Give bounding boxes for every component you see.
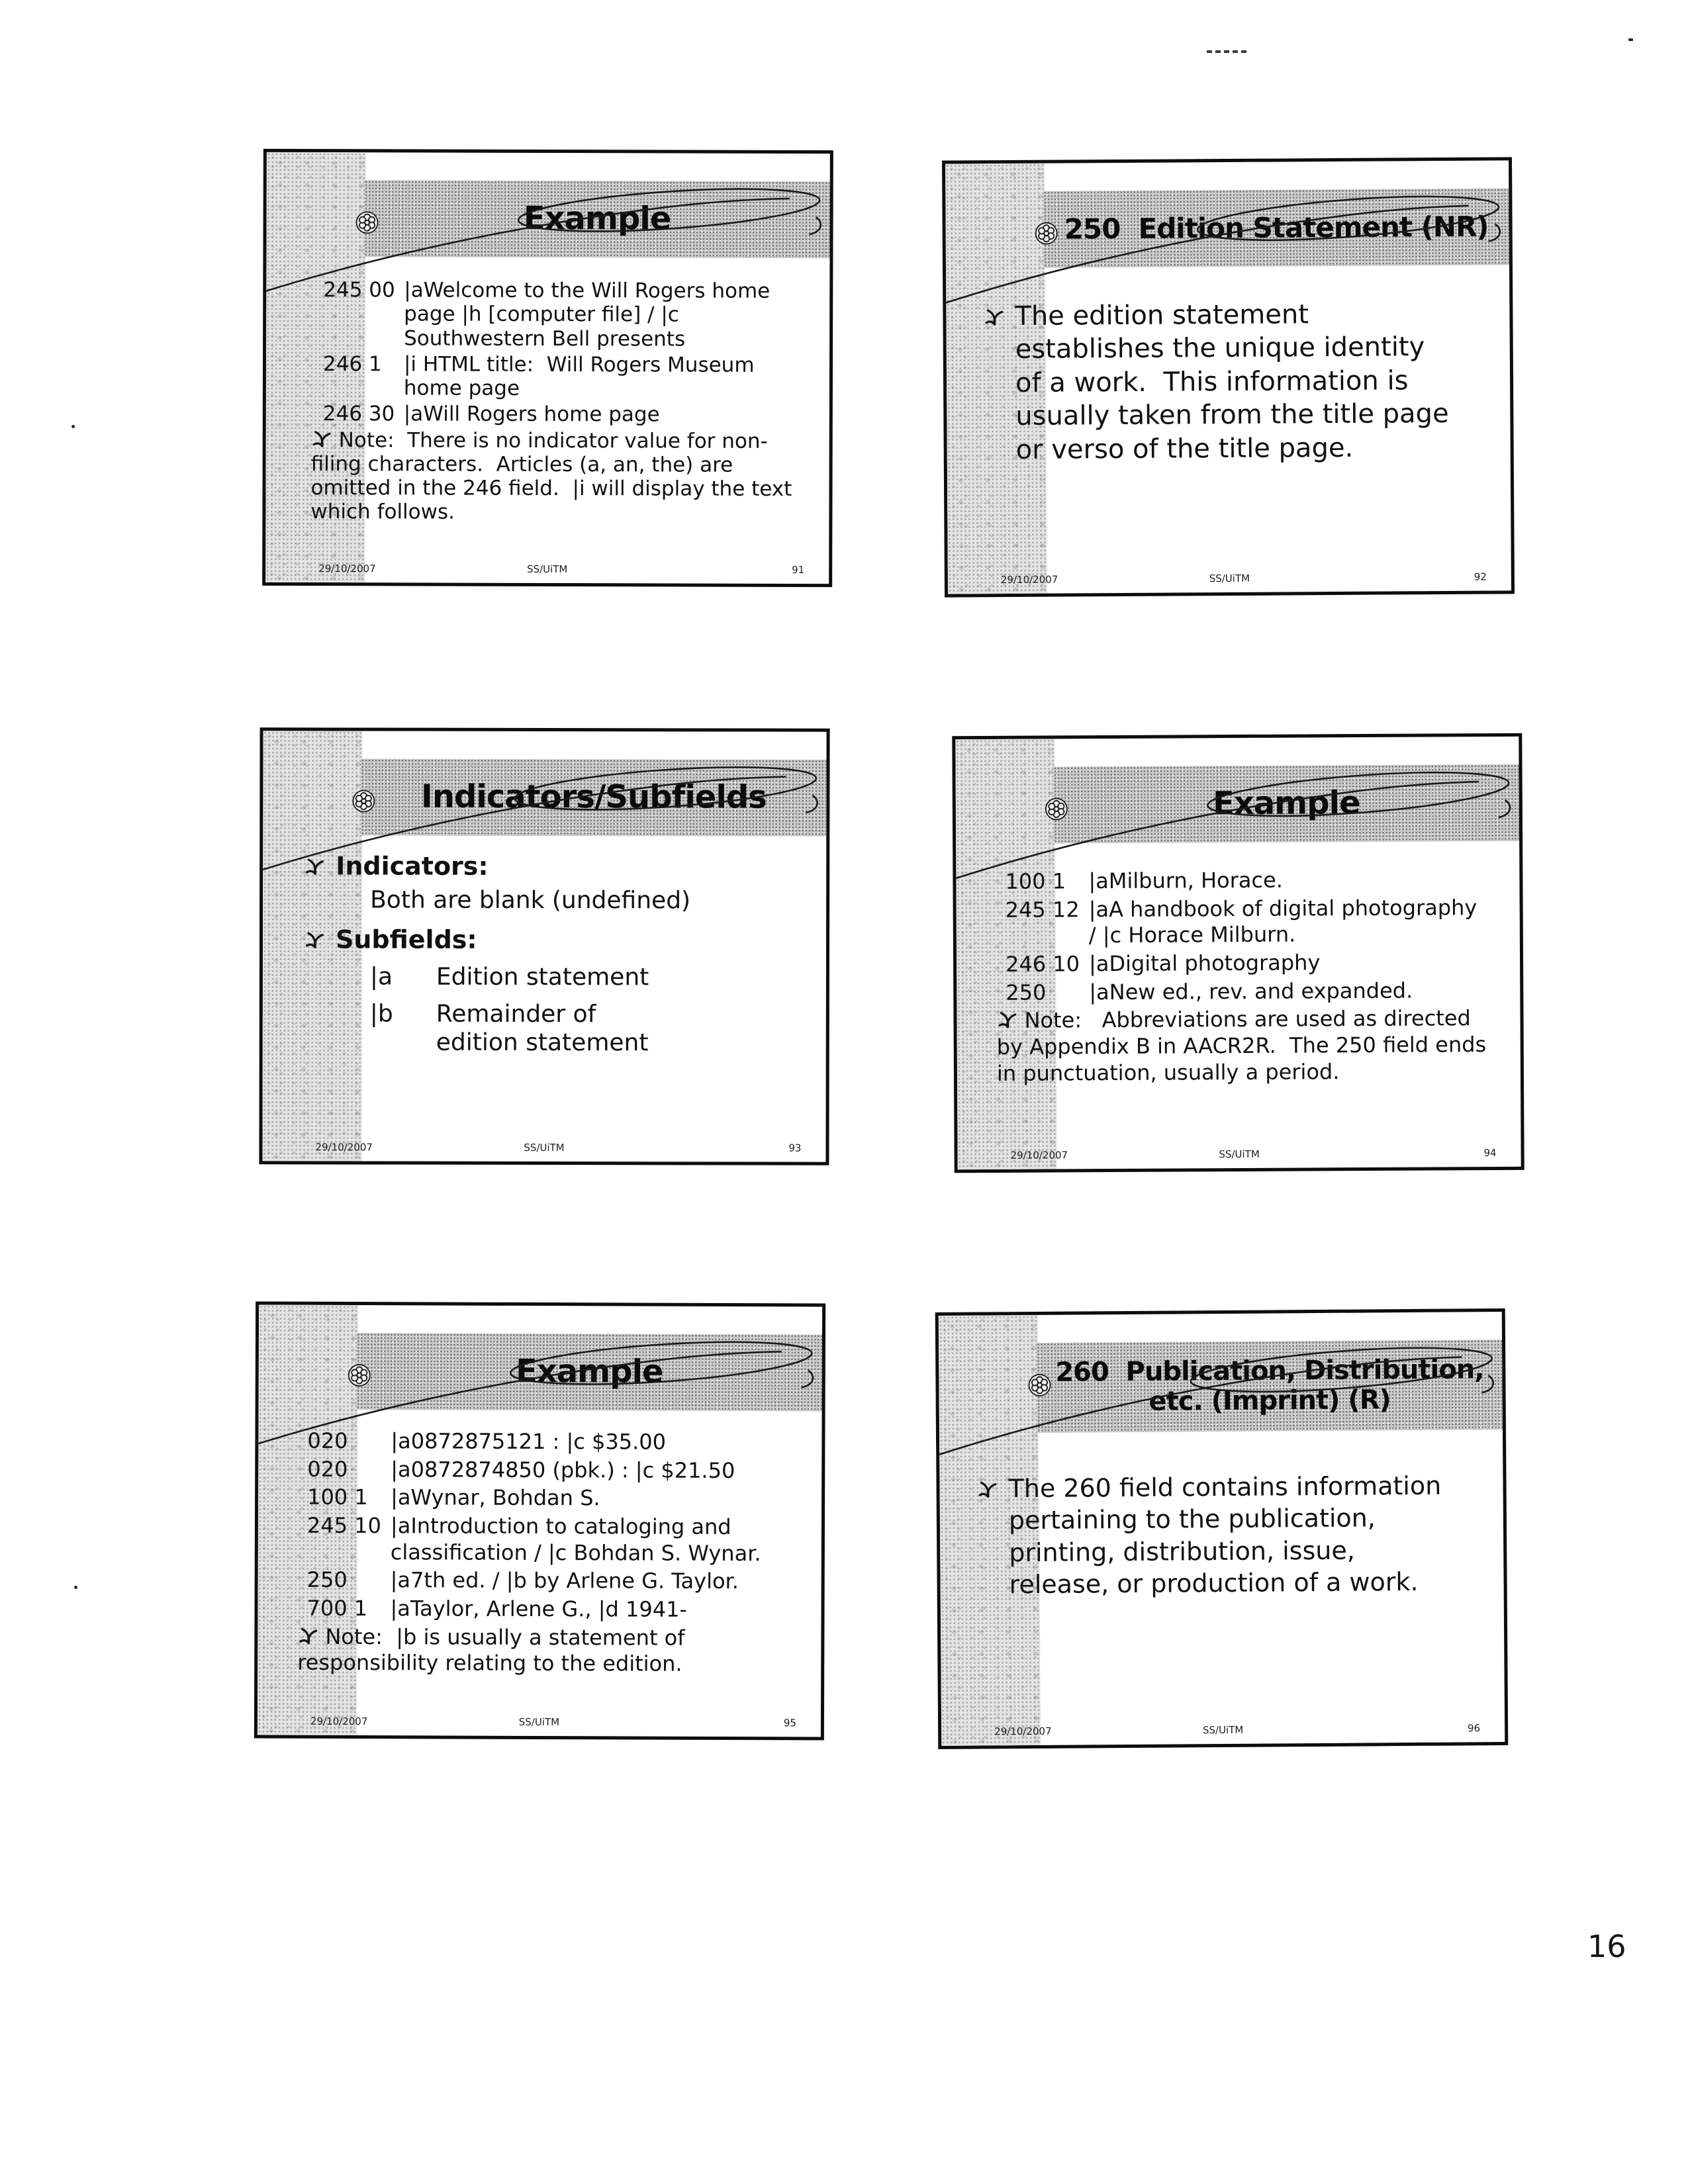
marc-row bbox=[298, 1456, 790, 1484]
marc-row bbox=[996, 978, 1489, 1007]
marc-tag: 246 1 bbox=[322, 351, 382, 377]
marc-tag: 100 1 bbox=[1005, 868, 1066, 894]
marc-value: |aDigital photography bbox=[1088, 950, 1321, 977]
slide-page-number: 94 bbox=[1483, 1146, 1497, 1160]
bullet-text: The 260 field contains information pertaining to the publication, printing, distribution, issue, release, or production of a work. bbox=[1008, 1471, 1450, 1599]
slide-title-banner bbox=[357, 1333, 822, 1411]
subfield-label: Edition statement bbox=[436, 964, 649, 991]
slide-page-number: 91 bbox=[792, 563, 805, 576]
slide-body bbox=[983, 297, 1458, 472]
slide-title: 260 Publication, Distribution, etc. (Imprint) (R) bbox=[1055, 1354, 1493, 1417]
marc-value: |aA handbook of digital photography / |c Horace Milburn. bbox=[1088, 894, 1484, 948]
marc-value: |aWill Rogers home page bbox=[403, 402, 660, 427]
heading-text: Subfields: bbox=[335, 925, 477, 954]
slide-title: Example bbox=[523, 200, 671, 238]
scan-speck bbox=[71, 425, 75, 428]
marc-value: |a0872874850 (pbk.) : |c $21.50 bbox=[391, 1456, 735, 1483]
section-heading bbox=[304, 925, 793, 956]
marc-row bbox=[311, 352, 800, 401]
marc-tag: 245 10 bbox=[306, 1512, 382, 1539]
marc-row bbox=[298, 1513, 790, 1567]
marc-row bbox=[297, 1596, 789, 1623]
slide-footer bbox=[258, 1713, 821, 1729]
marc-row bbox=[996, 866, 1489, 895]
subfield-label: Remainder of edition statement bbox=[436, 1000, 649, 1057]
vine-bullet-icon bbox=[996, 1011, 1019, 1030]
slide-title-banner bbox=[1054, 764, 1520, 844]
subfield-code: |a bbox=[369, 963, 393, 991]
note-text: Note: There is no indicator value for non-filing characters. Articles (a, an, the) are omitted in the 246 field. |i will display the text which follows. bbox=[310, 428, 799, 525]
vine-bullet-icon bbox=[976, 1480, 999, 1500]
slide-org: SS/UiTM bbox=[526, 563, 568, 576]
vine-bullet-icon bbox=[304, 931, 326, 950]
vine-bullet-icon bbox=[297, 1626, 320, 1646]
marc-row bbox=[311, 402, 800, 427]
marc-row bbox=[996, 895, 1489, 950]
marc-value: |aWynar, Bohdan S. bbox=[391, 1484, 600, 1511]
marc-tag: 250 bbox=[1006, 979, 1047, 1005]
slide-page-number: 96 bbox=[1467, 1722, 1481, 1735]
subfield-code: |b bbox=[369, 1000, 393, 1028]
slide-page-number: 92 bbox=[1474, 570, 1487, 583]
slide-title: Example bbox=[515, 1352, 663, 1390]
slide-body bbox=[976, 1470, 1457, 1606]
slide-title: 250 Edition Statement (NR) bbox=[1064, 210, 1489, 246]
note-block bbox=[310, 428, 800, 525]
slide-91 bbox=[262, 149, 833, 587]
slide-92 bbox=[942, 157, 1515, 597]
slide-title-banner bbox=[364, 180, 829, 258]
slide-body bbox=[996, 866, 1493, 1087]
marc-tag: 020 bbox=[307, 1456, 348, 1482]
slide-title-banner bbox=[1037, 1340, 1503, 1433]
vine-bullet-icon bbox=[983, 308, 1006, 328]
slide-body bbox=[297, 1428, 790, 1678]
slide-body bbox=[304, 848, 794, 1060]
scan-artifact-dash bbox=[1207, 50, 1246, 53]
slide-org: SS/UiTM bbox=[1219, 1148, 1260, 1161]
slide-title-banner bbox=[1043, 188, 1509, 267]
marc-value: |a0872875121 : |c $35.00 bbox=[391, 1428, 667, 1455]
slide-body bbox=[310, 278, 800, 525]
note-text: Note: Abbreviations are used as directed by Appendix B in AACR2R. The 250 field ends in punctuation, usually a period. bbox=[996, 1005, 1493, 1086]
slide-date: 29/10/2007 bbox=[315, 1141, 373, 1154]
marc-tag: 700 1 bbox=[306, 1595, 368, 1621]
slide-93 bbox=[259, 727, 829, 1165]
subfield-row bbox=[304, 963, 793, 992]
marc-value: |aWelcome to the Will Rogers home page |h [computer file] / |c Southwestern Bell presents bbox=[404, 278, 777, 351]
section-line: Both are blank (undefined) bbox=[370, 886, 691, 914]
vine-bullet-icon bbox=[304, 857, 326, 877]
slide-title-banner bbox=[361, 759, 826, 837]
slide-page-number: 95 bbox=[783, 1717, 796, 1729]
slide-footer bbox=[265, 560, 829, 576]
marc-tag: 246 10 bbox=[1005, 951, 1080, 977]
marc-row bbox=[311, 278, 800, 351]
section-heading bbox=[304, 851, 793, 882]
marc-value: |aMilburn, Horace. bbox=[1088, 867, 1283, 894]
slide-org: SS/UiTM bbox=[1209, 572, 1250, 585]
marc-tag: 020 bbox=[307, 1428, 348, 1453]
marc-row bbox=[298, 1428, 790, 1456]
slide-date: 29/10/2007 bbox=[1010, 1149, 1068, 1161]
vine-bullet-icon bbox=[311, 430, 334, 449]
slide-footer bbox=[262, 1138, 825, 1154]
slide-title: Example bbox=[1212, 784, 1360, 823]
slide-date: 29/10/2007 bbox=[1000, 573, 1058, 586]
page-number: 16 bbox=[1587, 1929, 1626, 1964]
subfield-row bbox=[304, 999, 793, 1058]
bullet-item bbox=[976, 1470, 1457, 1601]
marc-tag: 100 1 bbox=[307, 1484, 368, 1510]
marc-row bbox=[996, 949, 1489, 978]
bullet-text: The edition statement establishes the unique identity of a work. This information is usually taken from the title page or verso of the title page. bbox=[1015, 299, 1458, 465]
slide-94 bbox=[952, 733, 1524, 1173]
slide-footer bbox=[948, 568, 1511, 586]
scan-speck bbox=[1628, 38, 1633, 41]
slide-footer bbox=[958, 1144, 1521, 1161]
marc-tag: 245 12 bbox=[1005, 896, 1080, 923]
marc-tag: 250 bbox=[306, 1567, 348, 1593]
heading-text: Indicators: bbox=[336, 851, 489, 881]
slide-date: 29/10/2007 bbox=[310, 1715, 368, 1728]
marc-tag: 245 00 bbox=[323, 278, 395, 302]
marc-value: |aIntroduction to cataloging and classification / |c Bohdan S. Wynar. bbox=[390, 1513, 761, 1566]
slide-date: 29/10/2007 bbox=[994, 1725, 1052, 1738]
marc-value: |a7th ed. / |b by Arlene G. Taylor. bbox=[390, 1567, 739, 1594]
marc-value: |aNew ed., rev. and expanded. bbox=[1089, 978, 1413, 1005]
slide-footer bbox=[941, 1719, 1505, 1738]
note-block bbox=[297, 1623, 789, 1678]
bullet-item bbox=[983, 297, 1458, 467]
slide-title: Indicators/Subfields bbox=[420, 778, 767, 816]
slide-96 bbox=[935, 1308, 1509, 1749]
note-block bbox=[996, 1005, 1493, 1087]
slide-org: SS/UiTM bbox=[518, 1715, 560, 1729]
slide-page-number: 93 bbox=[788, 1142, 802, 1154]
slide-org: SS/UiTM bbox=[524, 1141, 565, 1154]
note-text: Note: |b is usually a statement of responsibility relating to the edition. bbox=[297, 1623, 692, 1677]
marc-tag: 246 30 bbox=[322, 402, 395, 426]
slide-95 bbox=[254, 1301, 825, 1740]
slide-date: 29/10/2007 bbox=[318, 563, 376, 575]
marc-row bbox=[298, 1567, 790, 1595]
marc-row bbox=[298, 1484, 790, 1512]
scan-speck bbox=[74, 1586, 77, 1589]
marc-value: |aTaylor, Arlene G., |d 1941- bbox=[390, 1596, 688, 1622]
slide-org: SS/UiTM bbox=[1202, 1723, 1244, 1737]
marc-value: |i HTML title: Will Rogers Museum home page bbox=[403, 352, 761, 400]
